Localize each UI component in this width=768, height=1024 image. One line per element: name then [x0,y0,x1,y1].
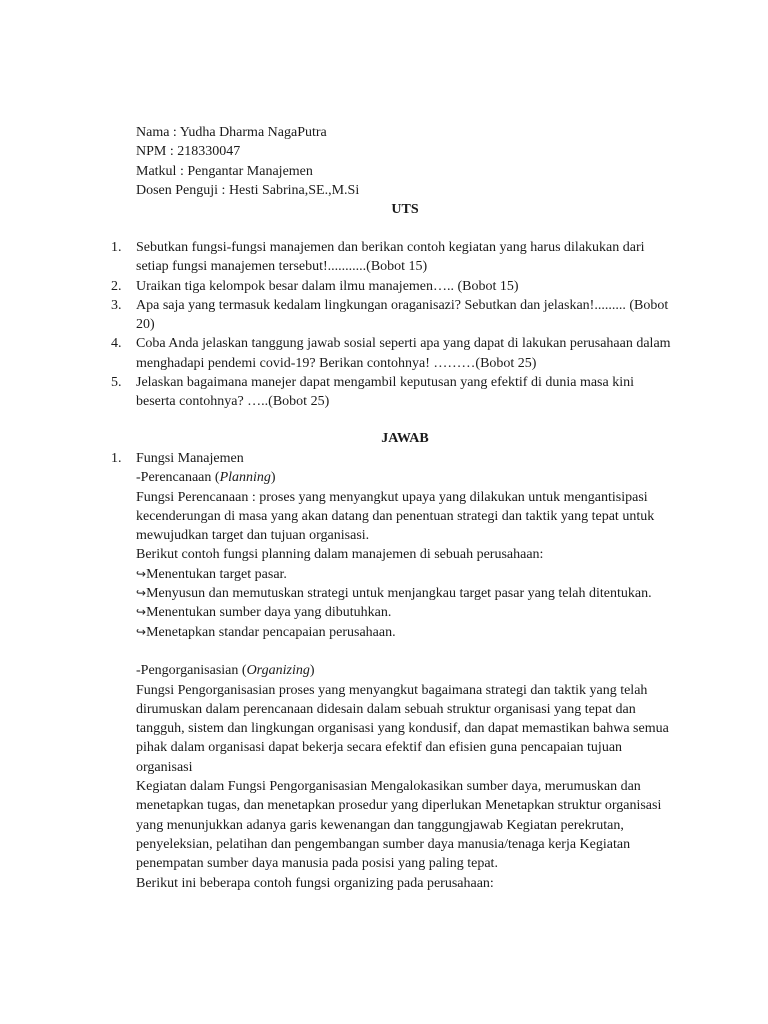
question-text: Uraikan tiga kelompok besar dalam ilmu manajemen….. (Bobot 15) [136,278,519,294]
question-text: Apa saja yang termasuk kedalam lingkungan oraganisazi? Sebutkan dan jelaskan!......... (Bobot 20) [136,297,669,333]
organizing-intro: Berikut ini beberapa contoh fungsi organizing pada perusahaan: [136,875,494,891]
course-name: Matkul : Pengantar Manajemen [136,163,313,179]
spacer [136,642,676,661]
question-item [111,334,671,373]
question-item [111,296,671,335]
arrow-hook-icon: ↪ [136,605,147,620]
arrow-hook-icon: ↪ [136,624,147,639]
question-number: 2. [111,278,122,294]
planning-label: -Perencanaan (Planning) [136,470,276,486]
answer-number: 1. [111,451,122,466]
question-number: 3. [111,297,122,313]
answer-heading: Fungsi Manajemen [136,451,244,466]
question-number: 4. [111,336,122,352]
student-npm: NPM : 218330047 [136,144,241,160]
planning-item: ↪Menentukan sumber daya yang dibutuhkan. [136,605,392,621]
planning-definition: Fungsi Perencanaan : proses yang menyangkut upaya yang dilakukan untuk mengantisipasi kecenderungan di masa yang akan datang dan penentuan strategi dan taktik yang tepat untuk mewujudkan target dan tujuan organisasi. [136,489,655,544]
student-info [136,123,359,200]
uts-title: UTS [391,202,419,217]
planning-intro: Berikut contoh fungsi planning dalam manajemen di sebuah perusahaan: [136,547,544,563]
question-number: 5. [111,375,122,391]
planning-item: ↪Menetapkan standar pencapaian perusahaan. [136,624,396,640]
organizing-definition: Fungsi Pengorganisasian proses yang menyangkut bagaimana strategi dan taktik yang telah dirumuskan dalam perencanaan didesain dalam sebuah struktur organisasi yang tepat dan tangguh, sistem dan lingkungan organisasi yang kondusif, dan dapat memastikan bahwa semua pihak dalam organisasi dapat bekerja secara efektif dan efisien guna pencapaian tujuan organisasi [136,682,669,775]
question-text: Jelaskan bagaimana manejer dapat mengambil keputusan yang efektif di dunia masa kini beserta contohnya? …..(Bobot 25) [136,375,634,410]
question-text: Sebutkan fungsi-fungsi manajemen dan berikan contoh kegiatan yang harus dilakukan dari setiap fungsi manajemen tersebut!...........(Bobot 15) [136,240,645,275]
arrow-hook-icon: ↪ [136,586,147,601]
jawab-title: JAWAB [381,431,429,446]
question-item [111,373,671,412]
question-text: Coba Anda jelaskan tanggung jawab sosial seperti apa yang dapat di lakukan perusahaan dalam menghadapi pendemi covid-19? Berikan contohnya! ………(Bobot 25) [136,336,671,371]
answer-list [111,449,676,893]
planning-item: ↪Menyusun dan memutuskan strategi untuk menjangkau target pasar yang telah ditentukan. [136,586,652,602]
question-list [111,238,671,412]
question-item [111,238,671,277]
arrow-hook-icon: ↪ [136,566,147,581]
organizing-kegiatan: Kegiatan dalam Fungsi Pengorganisasian Mengalokasikan sumber daya, merumuskan dan menetapkan tugas, dan menetapkan prosedur yang diperlukan Menetapkan struktur organisasi yang menunjukkan adanya garis kewenangan dan tanggungjawab Kegiatan perekrutan, penyeleksian, pelatihan dan pengembangan sumber daya manusia/tenaga kerja Kegiatan penempatan sumber daya manusia pada posisi yang paling tepat. [136,779,662,872]
question-number: 1. [111,240,122,255]
examiner-name: Dosen Penguji : Hesti Sabrina,SE.,M.Si [136,182,360,198]
answer-item [111,449,676,893]
student-name: Nama : Yudha Dharma NagaPutra [136,125,327,140]
organizing-label: -Pengorganisasian (Organizing) [136,663,315,679]
planning-item: ↪Menentukan target pasar. [136,566,287,582]
question-item [111,277,671,296]
